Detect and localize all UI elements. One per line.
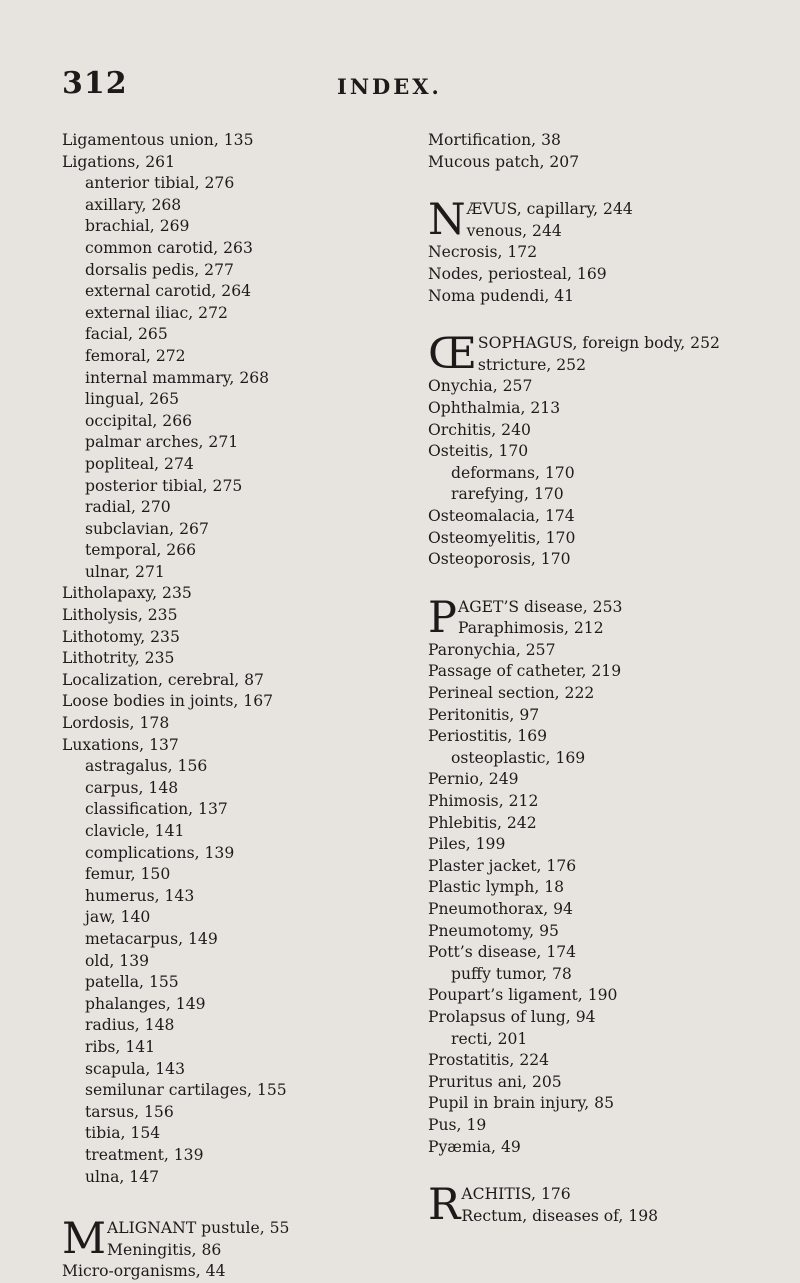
index-entry: Litholysis, 235 [62,606,178,625]
index-subentry: carpus, 148 [85,778,179,797]
index-entry: Osteomyelitis, 170 [428,528,576,547]
index-entry: Pernio, 249 [428,770,519,789]
index-entry: Ligamentous union, 135 [62,131,254,149]
index-entry: Mortification, 38 [428,131,561,149]
index-entry: Prolapsus of lung, 94 [428,1007,596,1026]
o-entries [428,376,788,570]
index-entry: ÆVUS, capillary, 244 [466,200,633,219]
index-subentry: rarefying, 170 [451,485,564,504]
index-entry: Paronychia, 257 [428,640,556,659]
index-subentry: tibia, 154 [85,1124,161,1143]
index-entry: Pyæmia, 49 [428,1137,521,1156]
index-entry: Necrosis, 172 [428,243,538,262]
index-subentry: ribs, 141 [85,1037,156,1056]
index-entry: Phlebitis, 242 [428,813,537,832]
index-entry: ACHITIS, 176 [461,1185,571,1204]
section-m [62,1214,402,1283]
index-subentry: radius, 148 [85,1016,175,1035]
index-entry: Localization, cerebral, 87 [62,670,264,689]
index-subentry: posterior tibial, 275 [85,476,243,495]
index-entry: Osteomalacia, 174 [428,506,575,525]
index-subentry: femoral, 272 [85,346,186,365]
index-subentry: axillary, 268 [85,195,182,214]
index-subentry: brachial, 269 [85,217,190,236]
index-subentry: common carotid, 263 [85,238,253,257]
index-subentry: anterior tibial, 276 [85,174,235,193]
index-subentry: classification, 137 [85,800,228,819]
index-subentry: dorsalis pedis, 277 [85,260,234,279]
index-subentry: treatment, 139 [85,1145,204,1164]
index-entry: Luxations, 137 [62,735,179,754]
index-entry: Plastic lymph, 18 [428,878,565,897]
index-subentry: internal mammary, 268 [85,368,270,387]
index-subentry: palmar arches, 271 [85,433,239,452]
index-subentry: puffy tumor, 78 [451,964,572,983]
index-entry: Litholapaxy, 235 [62,584,192,603]
drop-letter-r: R [428,1180,461,1231]
index-entry: AGET’S disease, 253 [457,597,623,616]
index-subentry: facial, 265 [85,325,168,344]
index-entry: Orchitis, 240 [428,420,531,439]
index-subentry: scapula, 143 [85,1059,186,1078]
index-entry: Passage of catheter, 219 [428,662,622,681]
section-o [428,329,788,571]
index-subentry: clavicle, 141 [85,822,185,840]
index-subentry: femur, 150 [85,865,171,884]
right-column [428,130,788,1231]
index-entry: Osteoporosis, 170 [428,550,571,569]
page-title: INDEX. [337,74,442,99]
index-subentry: lingual, 265 [85,390,180,409]
index-entry: Peritonitis, 97 [428,705,540,724]
drop-letter-n: N [428,195,466,246]
index-subentry: subclavian, 267 [85,519,209,538]
index-entry: Loose bodies in joints, 167 [62,692,274,711]
index-entry: Lithotrity, 235 [62,649,175,668]
index-subentry: old, 139 [85,951,150,970]
index-entry: Piles, 199 [428,835,506,854]
index-entry: ALIGNANT pustule, 55 [107,1219,290,1238]
index-entry: venous, 244 [466,221,562,240]
index-subentry: humerus, 143 [85,886,195,905]
index-entry: Meningitis, 86 [107,1240,222,1259]
index-entry: stricture, 252 [477,355,587,374]
index-entry: Perineal section, 222 [428,684,595,703]
index-entry: Lithotomy, 235 [62,627,180,646]
index-entry: Ophthalmia, 213 [428,398,561,417]
index-entry: Ligations, 261 [62,152,175,171]
index-entry: Noma pudendi, 41 [428,286,575,305]
left-column [62,130,402,1283]
index-entry: Periostitis, 169 [428,727,548,746]
index-entry: Rectum, diseases of, 198 [461,1206,659,1225]
index-entry: Paraphimosis, 212 [457,619,604,638]
index-subentry: osteoplastic, 169 [451,748,586,767]
index-subentry: metacarpus, 149 [85,929,218,948]
index-subentry: recti, 201 [451,1029,528,1048]
index-subentry: ulna, 147 [85,1167,160,1186]
index-entry: Lordosis, 178 [62,714,170,733]
index-subentry: ulnar, 271 [85,562,165,581]
index-subentry: tarsus, 156 [85,1102,174,1121]
index-subentry: semilunar cartilages, 155 [85,1081,287,1100]
index-subentry: external carotid, 264 [85,282,252,301]
index-subentry: jaw, 140 [85,908,151,927]
index-subentry: external iliac, 272 [85,303,228,322]
index-subentry: patella, 155 [85,973,179,992]
index-entry: Nodes, periosteal, 169 [428,264,607,283]
index-entry: Pneumothorax, 94 [428,900,573,918]
index-subentry: radial, 270 [85,498,171,517]
page-header [0,66,800,106]
index-entry: Poupart’s ligament, 190 [428,986,618,1005]
index-entry: Osteitis, 170 [428,442,529,461]
page-number: 312 [62,66,128,101]
index-entry: Plaster jacket, 176 [428,856,577,875]
index-subentry: temporal, 266 [85,541,197,560]
index-subentry: complications, 139 [85,843,235,862]
index-entry: Pus, 19 [428,1115,487,1134]
index-entry: SOPHAGUS, foreign body, 252 [477,334,720,353]
index-entry: Pott’s disease, 174 [428,943,577,962]
section-n [428,195,788,307]
index-entry: Mucous patch, 207 [428,152,580,171]
index-entry: Phimosis, 212 [428,792,539,811]
index-entry: Prostatitis, 224 [428,1051,550,1070]
index-subentry: popliteal, 274 [85,454,194,473]
index-entry: Onychia, 257 [428,377,533,396]
index-subentry: occipital, 266 [85,411,193,430]
section-p [428,592,788,1158]
section-r [428,1180,788,1231]
index-subentry: deformans, 170 [451,463,575,482]
index-entry: Pupil in brain injury, 85 [428,1094,615,1113]
index-entry: Pneumotomy, 95 [428,921,559,940]
index-entry: Pruritus ani, 205 [428,1072,562,1091]
drop-letter-p: P [428,592,457,643]
drop-letter-m: M [62,1214,107,1265]
index-subentry: astragalus, 156 [85,757,208,776]
p-entries [428,640,788,1158]
drop-letter-oe: Œ [428,329,477,380]
index-entry: Micro-organisms, 44 [62,1262,226,1281]
l-entries [62,130,402,1188]
index-subentry: phalanges, 149 [85,994,206,1013]
